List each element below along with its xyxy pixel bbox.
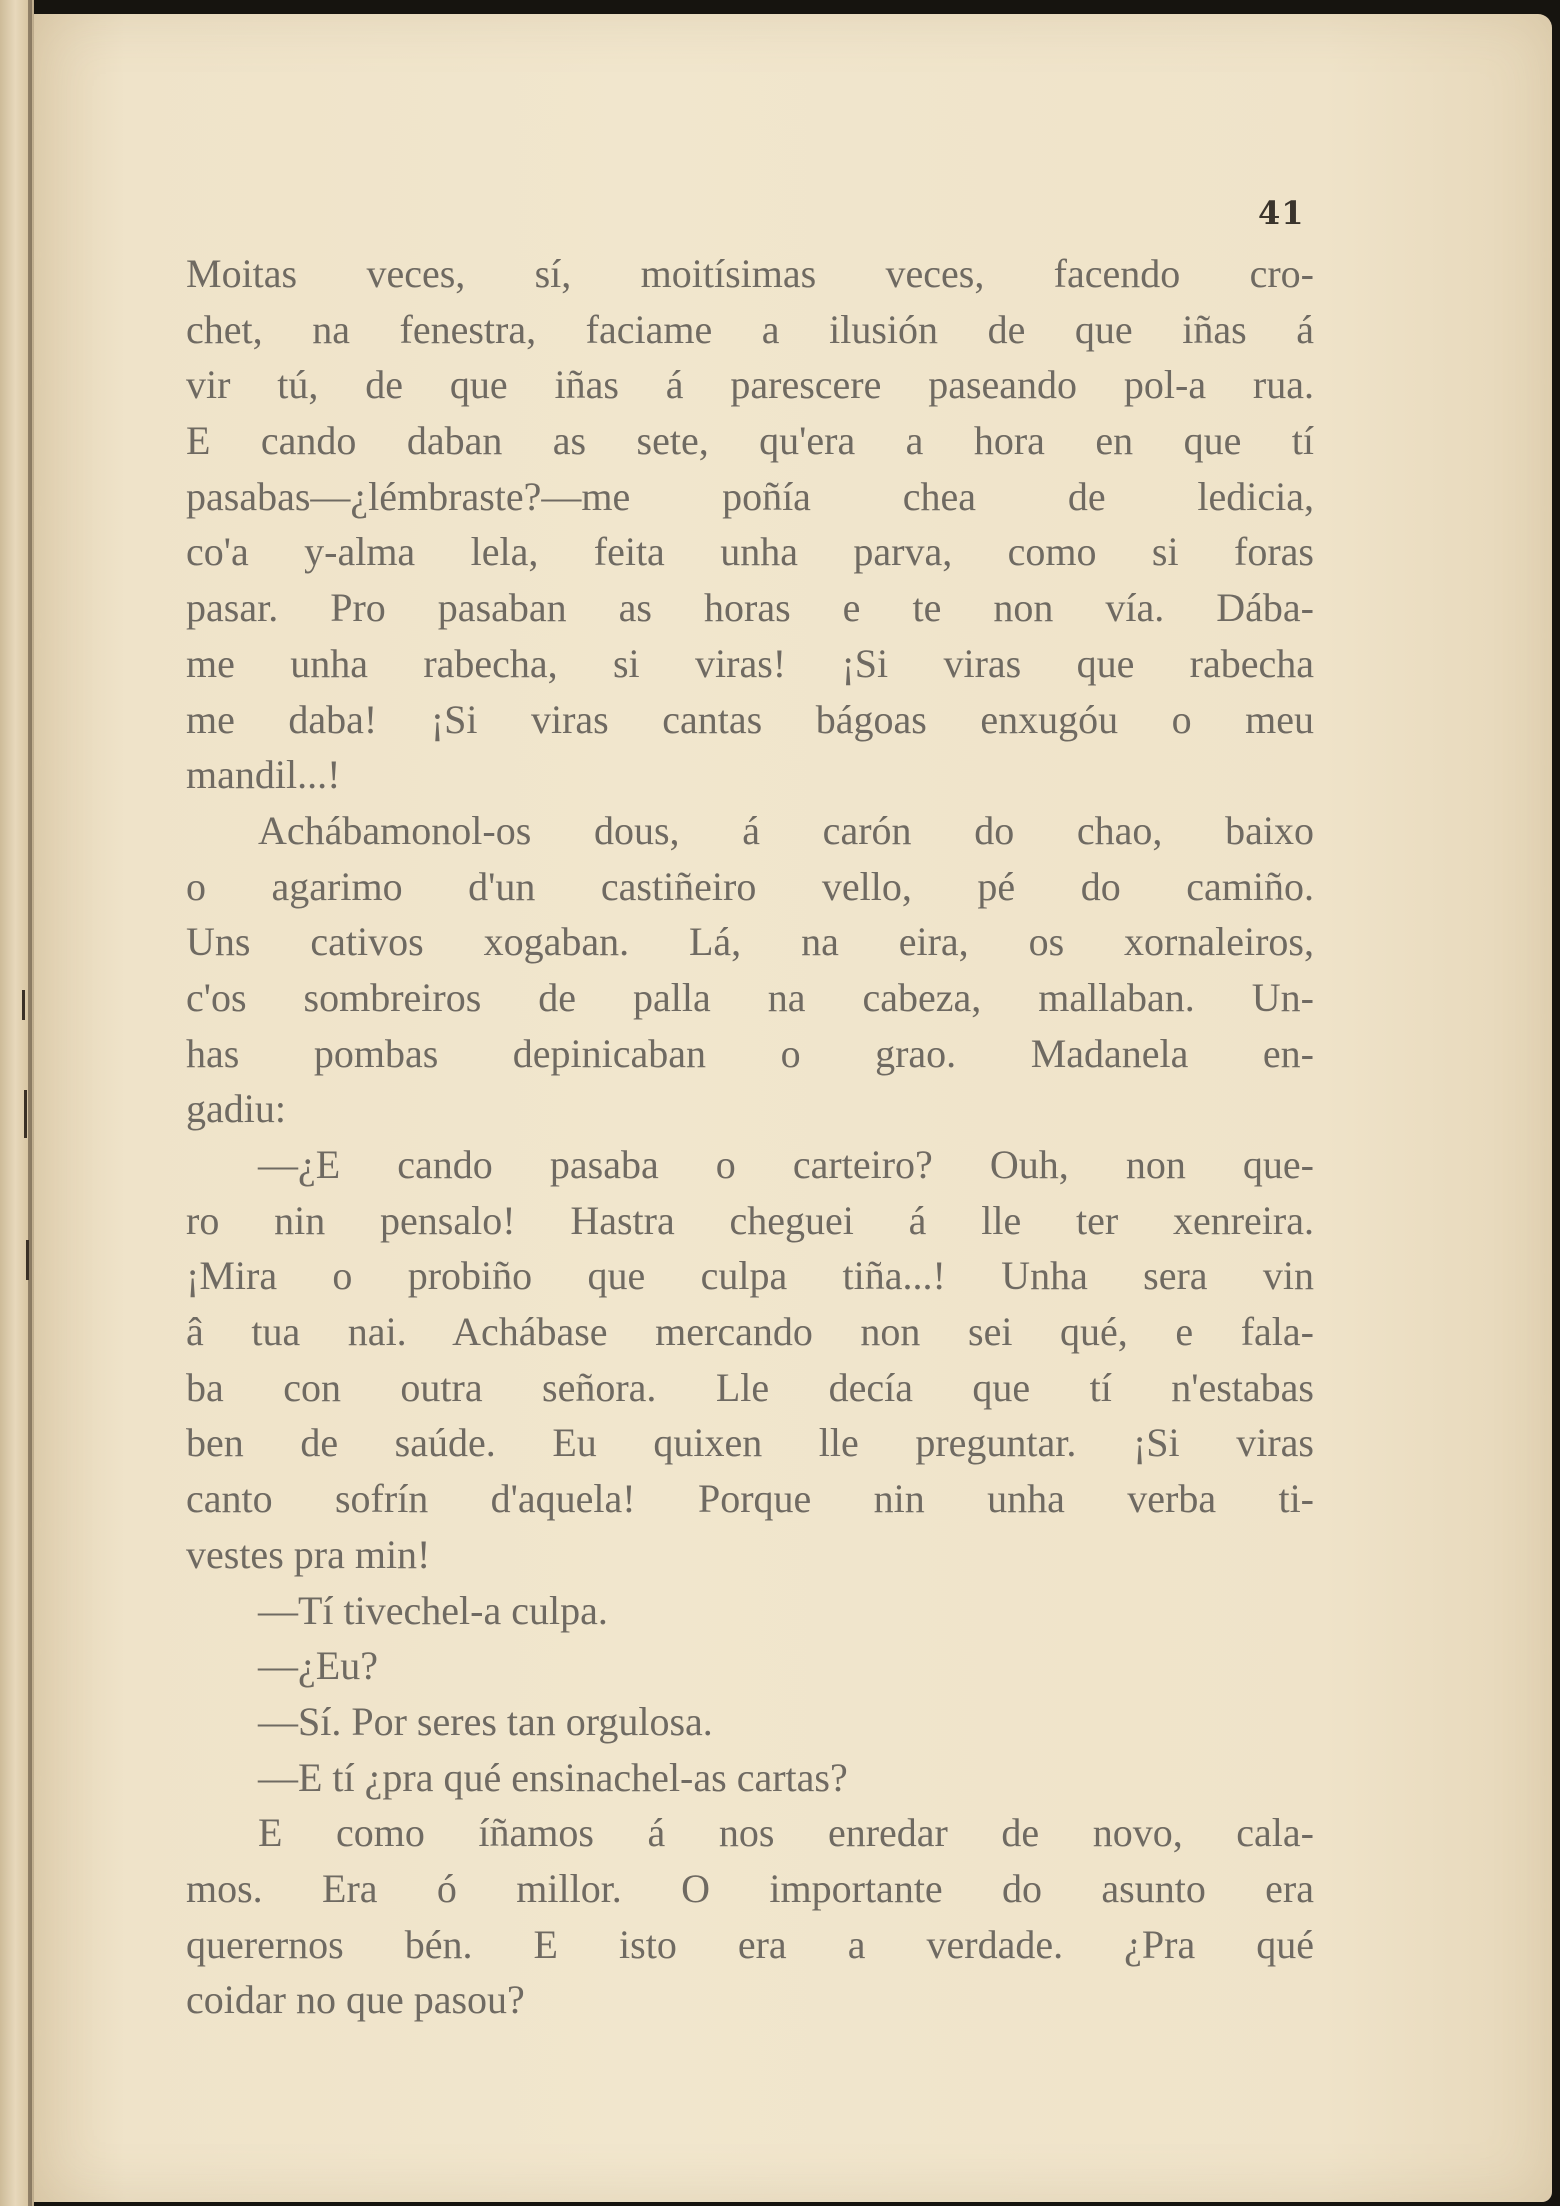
- text-line: mandil...!: [186, 752, 341, 798]
- text-line: Achábamonol-os dous, á carón do chao, baixo: [258, 807, 1314, 853]
- text-line: vir tú, de que iñas á parescere paseando pol-a rua.: [186, 362, 1314, 408]
- text-line: ¡Mira o probiño que culpa tiña...! Unha sera vin: [186, 1253, 1314, 1299]
- text-line: coidar no que pasou?: [186, 1977, 525, 2023]
- text-line: ben de saúde. Eu quixen lle preguntar. ¡Si viras: [186, 1420, 1314, 1466]
- text-line: o agarimo d'un castiñeiro vello, pé do camiño.: [186, 863, 1314, 909]
- text-line: me daba! ¡Si viras cantas bágoas enxugóu o meu: [186, 696, 1314, 742]
- margin-mark: [24, 1090, 27, 1138]
- text-line: ro nin pensalo! Hastra cheguei á lle ter xenreira.: [186, 1197, 1314, 1243]
- book-spine: [28, 0, 32, 2206]
- text-line: mos. Era ó millor. O importante do asunto era: [186, 1865, 1314, 1911]
- book-page: [34, 14, 1552, 2202]
- text-line: Uns cativos xogaban. Lá, na eira, os xornaleiros,: [186, 919, 1314, 965]
- text-line: pasabas—¿lémbraste?—me poñía chea de ledicia,: [186, 473, 1314, 519]
- page-text: [186, 246, 1314, 2028]
- text-line: pasar. Pro pasaban as horas e te non vía. Dába-: [186, 585, 1314, 631]
- margin-mark: [22, 990, 25, 1020]
- text-line: chet, na fenestra, faciame a ilusión de que iñas á: [186, 306, 1314, 352]
- text-line: querernos bén. E isto era a verdade. ¿Pra qué: [186, 1921, 1314, 1967]
- text-line: c'os sombreiros de palla na cabeza, mallaban. Un-: [186, 974, 1314, 1020]
- text-line: gadiu:: [186, 1086, 286, 1132]
- margin-mark: [26, 1240, 29, 1280]
- text-line: has pombas depinicaban o grao. Madanela en-: [186, 1030, 1314, 1076]
- text-line: â tua nai. Achábase mercando non sei qué, e fala-: [186, 1309, 1314, 1355]
- text-line: —Tí tivechel-a culpa.: [258, 1587, 608, 1633]
- text-line: me unha rabecha, si viras! ¡Si viras que rabecha: [186, 640, 1314, 686]
- text-line: —¿Eu?: [258, 1643, 378, 1689]
- text-line: E cando daban as sete, qu'era a hora en que tí: [186, 418, 1314, 464]
- text-line: E como íñamos á nos enredar de novo, cala-: [258, 1810, 1314, 1856]
- text-line: —Sí. Por seres tan orgulosa.: [258, 1698, 713, 1744]
- text-line: co'a y-alma lela, feita unha parva, como si foras: [186, 529, 1314, 575]
- text-line: —E tí ¿pra qué ensinachel-as cartas?: [258, 1754, 848, 1800]
- page-number: 41: [1258, 194, 1305, 232]
- text-line: Moitas veces, sí, moitísimas veces, facendo cro-: [186, 251, 1314, 296]
- text-line: vestes pra min!: [186, 1531, 431, 1577]
- text-line: —¿E cando pasaba o carteiro? Ouh, non que-: [258, 1142, 1314, 1187]
- text-line: ba con outra señora. Lle decía que tí n'estabas: [186, 1364, 1314, 1410]
- text-line: canto sofrín d'aquela! Porque nin unha verba ti-: [186, 1476, 1314, 1522]
